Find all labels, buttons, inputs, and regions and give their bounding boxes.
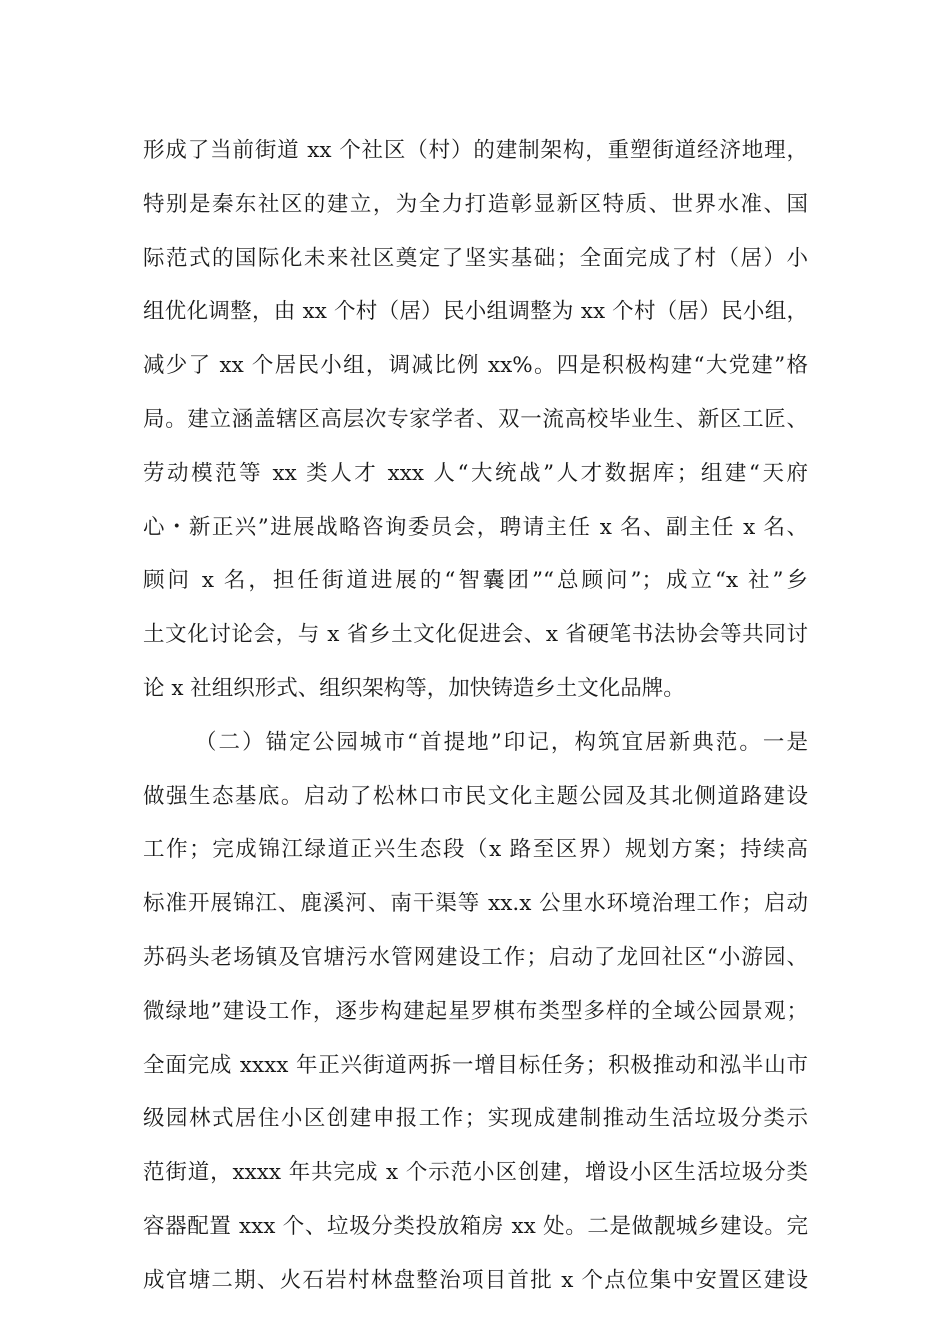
text-line: 减少了 xx 个居民小组，调减比例 xx%。四是积极构建“大党建”格 bbox=[143, 353, 808, 379]
body-text bbox=[143, 128, 808, 1312]
text-line: 微绿地”建设工作，逐步构建起星罗棋布类型多样的全域公园景观； bbox=[143, 998, 808, 1024]
text-line: 成官塘二期、火石岩村林盘整治项目首批 x 个点位集中安置区建设 bbox=[143, 1267, 808, 1293]
text-line: 苏码头老场镇及官塘污水管网建设工作；启动了龙回社区“小游园、 bbox=[143, 944, 808, 970]
text-line: 全面完成 xxxx 年正兴街道两拆一增目标任务；积极推动和泓半山市 bbox=[143, 1052, 808, 1078]
text-line: 劳动模范等 xx 类人才 xxx 人“大统战”人才数据库；组建“天府 bbox=[143, 460, 808, 486]
section-heading-line: （二）锚定公园城市“首提地”印记，构筑宜居新典范。一是 bbox=[195, 729, 808, 755]
text-line: 组优化调整，由 xx 个村（居）民小组调整为 xx 个村（居）民小组， bbox=[143, 299, 808, 325]
text-line: 标准开展锦江、鹿溪河、南干渠等 xx.x 公里水环境治理工作；启动 bbox=[143, 891, 808, 917]
text-line: 局。建立涵盖辖区高层次专家学者、双一流高校毕业生、新区工匠、 bbox=[143, 406, 808, 432]
text-line: 范街道，xxxx 年共完成 x 个示范小区创建，增设小区生活垃圾分类 bbox=[143, 1160, 808, 1186]
text-line: 特别是秦东社区的建立，为全力打造彰显新区特质、世界水准、国 bbox=[143, 191, 808, 217]
text-line: 工作；完成锦江绿道正兴生态段（x 路至区界）规划方案；持续高 bbox=[143, 837, 808, 863]
text-line: 顾问 x 名，担任街道进展的“智囊团”“总顾问”；成立“x 社”乡 bbox=[143, 568, 808, 594]
text-line: 际范式的国际化未来社区奠定了坚实基础；全面完成了村（居）小 bbox=[143, 245, 808, 271]
text-line: 土文化讨论会，与 x 省乡土文化促进会、x 省硬笔书法协会等共同讨 bbox=[143, 622, 808, 648]
text-line: 形成了当前街道 xx 个社区（村）的建制架构，重塑街道经济地理， bbox=[143, 138, 808, 163]
text-line: 级园林式居住小区创建申报工作；实现成建制推动生活垃圾分类示 bbox=[143, 1106, 808, 1132]
paragraph-end-line: 论 x 社组织形式、组织架构等，加快铸造乡土文化品牌。 bbox=[143, 675, 685, 701]
text-line: 做强生态基底。启动了松林口市民文化主题公园及其北侧道路建设 bbox=[143, 783, 808, 809]
text-line: 心・新正兴”进展战略咨询委员会，聘请主任 x 名、副主任 x 名、 bbox=[143, 514, 808, 540]
text-line: 容器配置 xxx 个、垃圾分类投放箱房 xx 处。二是做靓城乡建设。完 bbox=[143, 1213, 808, 1239]
